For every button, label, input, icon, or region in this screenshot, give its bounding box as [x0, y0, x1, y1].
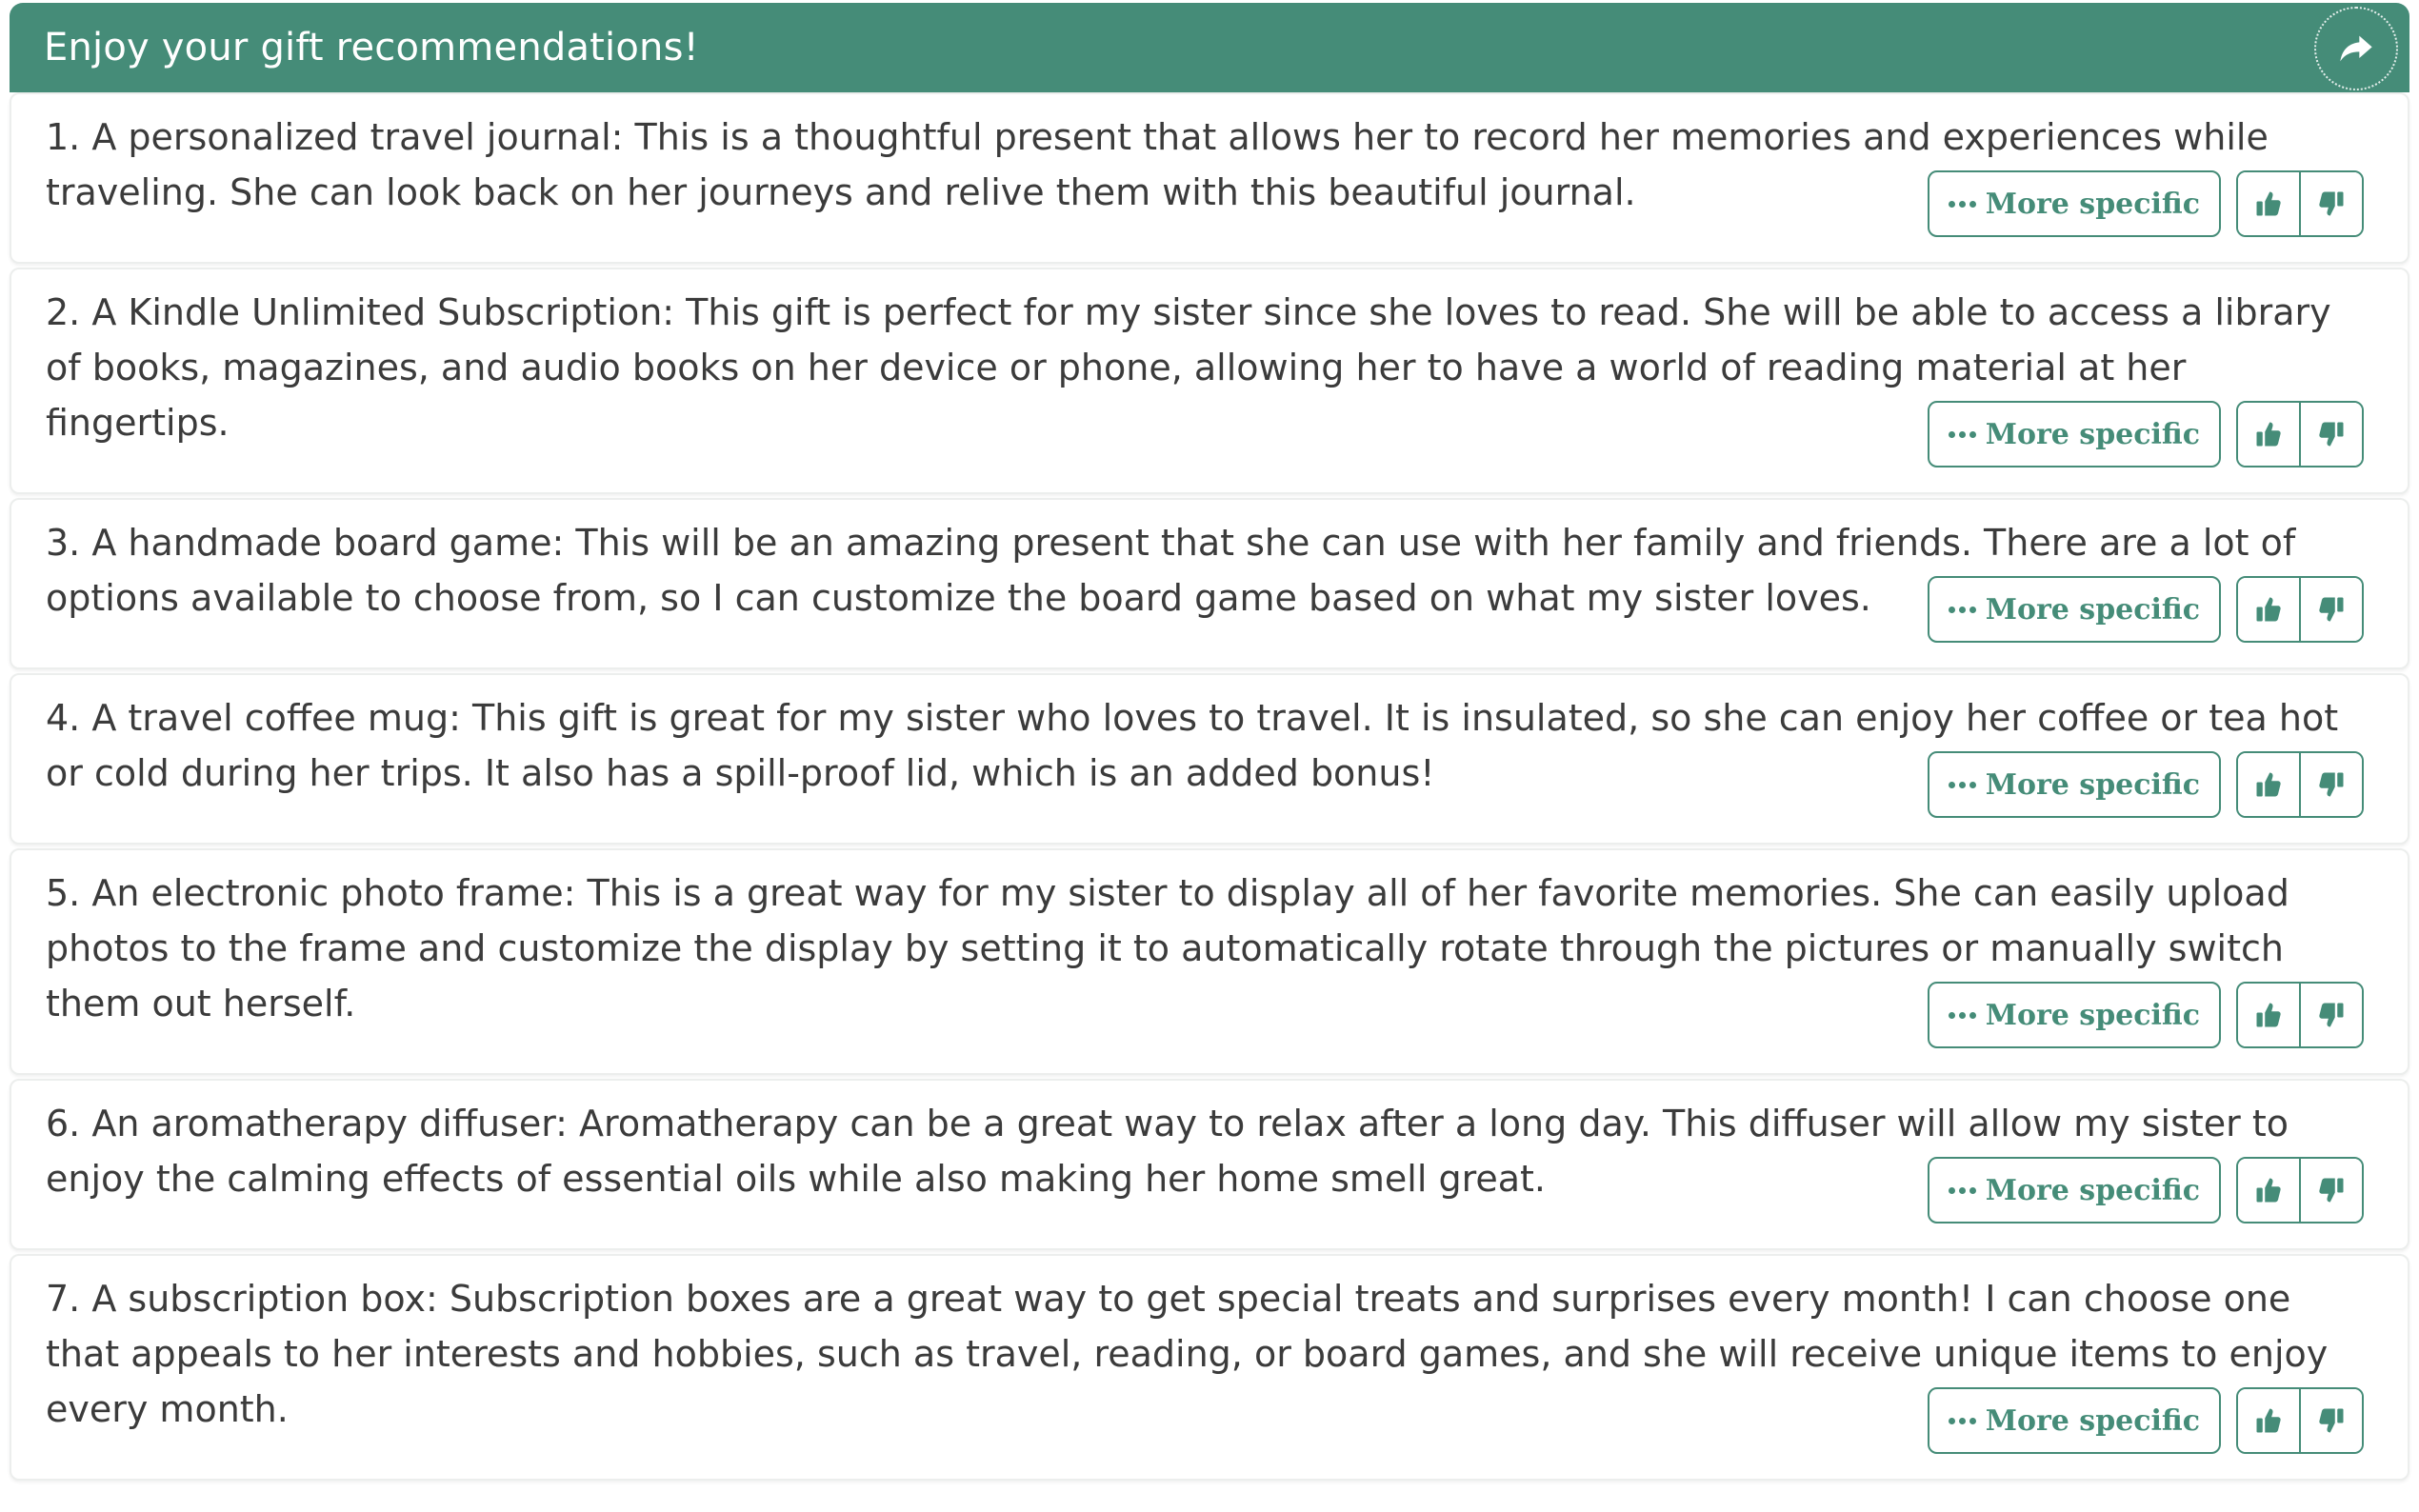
- share-arrow-icon: [2337, 30, 2375, 68]
- thumbs-down-button[interactable]: [2299, 753, 2362, 816]
- more-specific-label: More specific: [1985, 417, 2200, 451]
- recommendation-card-6: [10, 1079, 2409, 1250]
- page-title: Enjoy your gift recommendations!: [44, 26, 699, 70]
- recommendation-text: 2. A Kindle Unlimited Subscription: This gift is perfect for my sister since she loves to read. She will be able to access a library of books, magazines, and audio books on her device or phone, allowing her to have a world of reading material at her fingertips.: [46, 291, 2331, 444]
- recommendation-actions: [1928, 401, 2364, 468]
- more-specific-label: More specific: [1985, 187, 2200, 221]
- ellipsis-icon: [1949, 1187, 1976, 1194]
- recommendation-text: 3. A handmade board game: This will be an amazing present that she can use with her family and friends. There are a lot of options available to choose from, so I can customize the board game based on what my sister loves.: [46, 522, 2296, 619]
- thumbs-down-icon: [2317, 770, 2346, 799]
- recommendation-text: 6. An aromatherapy diffuser: Aromatherapy can be a great way to relax after a long day. This diffuser will allow my sister to enjoy the calming effects of essential oils while also making her home smell great.: [46, 1103, 2289, 1200]
- recommendation-card-4: [10, 673, 2409, 845]
- ellipsis-icon: [1949, 607, 1976, 613]
- thumbs-down-button[interactable]: [2299, 984, 2362, 1046]
- ellipsis-icon: [1949, 431, 1976, 438]
- recommendation-list: [10, 92, 2409, 1484]
- recommendation-actions: [1928, 751, 2364, 818]
- thumbs-up-icon: [2254, 189, 2283, 218]
- thumbs-down-icon: [2317, 595, 2346, 624]
- thumbs-down-icon: [2317, 420, 2346, 448]
- more-specific-button[interactable]: [1928, 401, 2221, 468]
- ellipsis-icon: [1949, 782, 1976, 788]
- recommendation-text: 4. A travel coffee mug: This gift is great for my sister who loves to travel. It is insulated, so she can enjoy her coffee or tea hot or cold during her trips. It also has a spill-proof lid, which is an added bonus!: [46, 697, 2339, 794]
- recommendation-text: 5. An electronic photo frame: This is a great way for my sister to display all of her favorite memories. She can easily upload photos to the frame and customize the display by setting it to automatically rotate through the pictures or manually switch them out herself.: [46, 872, 2289, 1025]
- feedback-group: [2236, 576, 2364, 643]
- feedback-group: [2236, 170, 2364, 237]
- recommendation-actions: [1928, 982, 2364, 1048]
- more-specific-label: More specific: [1985, 1173, 2200, 1207]
- thumbs-down-button[interactable]: [2299, 578, 2362, 641]
- recommendation-text: 7. A subscription box: Subscription boxes are a great way to get special treats and surprises every month! I can choose one that appeals to her interests and hobbies, such as travel, reading, or board games, and she will receive unique items to enjoy every month.: [46, 1278, 2329, 1430]
- recommendation-actions: [1928, 170, 2364, 237]
- more-specific-button[interactable]: [1928, 170, 2221, 237]
- thumbs-up-icon: [2254, 1001, 2283, 1029]
- thumbs-down-icon: [2317, 1406, 2346, 1435]
- more-specific-label: More specific: [1985, 1403, 2200, 1438]
- ellipsis-icon: [1949, 1012, 1976, 1019]
- ellipsis-icon: [1949, 1418, 1976, 1424]
- thumbs-up-button[interactable]: [2238, 578, 2299, 641]
- feedback-group: [2236, 401, 2364, 468]
- more-specific-button[interactable]: [1928, 751, 2221, 818]
- thumbs-down-icon: [2317, 1176, 2346, 1204]
- share-button[interactable]: [2314, 7, 2398, 90]
- feedback-group: [2236, 1387, 2364, 1454]
- more-specific-label: More specific: [1985, 998, 2200, 1032]
- thumbs-up-button[interactable]: [2238, 1159, 2299, 1222]
- ellipsis-icon: [1949, 201, 1976, 208]
- feedback-group: [2236, 982, 2364, 1048]
- thumbs-up-button[interactable]: [2238, 984, 2299, 1046]
- thumbs-up-button[interactable]: [2238, 403, 2299, 466]
- recommendation-actions: [1928, 576, 2364, 643]
- recommendation-card-7: [10, 1254, 2409, 1481]
- thumbs-up-icon: [2254, 595, 2283, 624]
- thumbs-up-button[interactable]: [2238, 172, 2299, 235]
- thumbs-up-icon: [2254, 1406, 2283, 1435]
- thumbs-up-button[interactable]: [2238, 753, 2299, 816]
- recommendation-card-1: [10, 92, 2409, 264]
- thumbs-down-icon: [2317, 1001, 2346, 1029]
- thumbs-up-button[interactable]: [2238, 1389, 2299, 1452]
- thumbs-up-icon: [2254, 1176, 2283, 1204]
- recommendation-actions: [1928, 1387, 2364, 1454]
- thumbs-up-icon: [2254, 770, 2283, 799]
- recommendation-card-5: [10, 848, 2409, 1075]
- thumbs-down-button[interactable]: [2299, 1389, 2362, 1452]
- thumbs-down-button[interactable]: [2299, 403, 2362, 466]
- more-specific-button[interactable]: [1928, 576, 2221, 643]
- recommendation-text: 1. A personalized travel journal: This is a thoughtful present that allows her to record her memories and experiences while traveling. She can look back on her journeys and relive them with this beautiful journal.: [46, 116, 2269, 213]
- feedback-group: [2236, 751, 2364, 818]
- thumbs-up-icon: [2254, 420, 2283, 448]
- more-specific-button[interactable]: [1928, 982, 2221, 1048]
- thumbs-down-icon: [2317, 189, 2346, 218]
- more-specific-button[interactable]: [1928, 1157, 2221, 1224]
- recommendation-actions: [1928, 1157, 2364, 1224]
- more-specific-label: More specific: [1985, 767, 2200, 802]
- feedback-group: [2236, 1157, 2364, 1224]
- recommendation-card-3: [10, 498, 2409, 669]
- thumbs-down-button[interactable]: [2299, 172, 2362, 235]
- thumbs-down-button[interactable]: [2299, 1159, 2362, 1222]
- recommendation-card-2: [10, 268, 2409, 494]
- header-bar: [10, 3, 2409, 92]
- more-specific-button[interactable]: [1928, 1387, 2221, 1454]
- more-specific-label: More specific: [1985, 592, 2200, 627]
